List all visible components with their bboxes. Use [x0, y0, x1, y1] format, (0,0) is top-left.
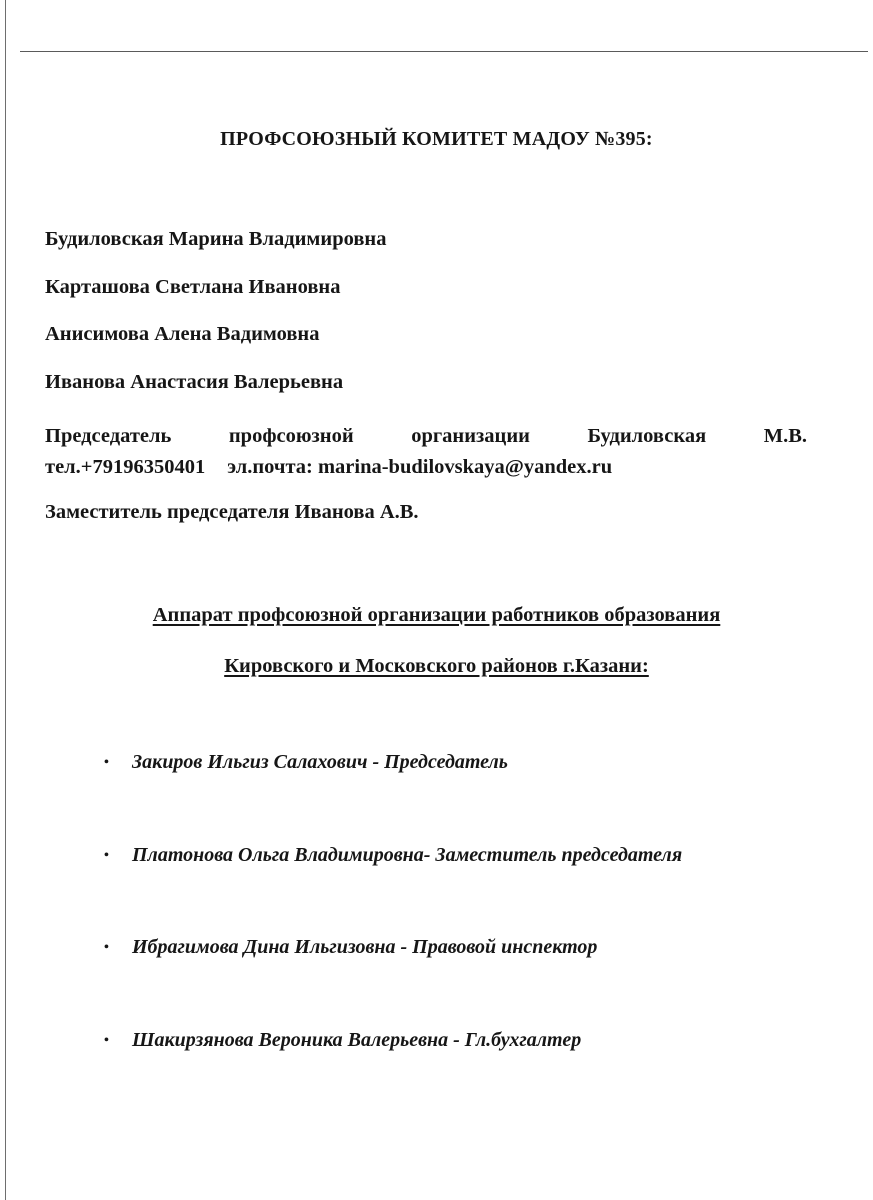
staff-text: Ибрагимова Дина Ильгизовна - Правовой инспектор [132, 936, 598, 958]
committee-member-4: Иванова Анастасия Валерьевна [45, 371, 344, 393]
committee-member-3: Анисимова Алена Вадимовна [45, 323, 320, 345]
staff-item [104, 936, 597, 959]
chair-phone: тел.+79196350401 [45, 456, 206, 478]
chair-line: Председатель профсоюзной организации Будиловская М.В. [45, 425, 807, 447]
committee-member-2: Карташова Светлана Ивановна [45, 276, 341, 298]
staff-text: Шакирзянова Вероника Валерьевна - Гл.бухгалтер [132, 1029, 582, 1051]
chair-contacts [45, 452, 807, 483]
bullet-icon: • [104, 940, 109, 955]
deputy-chair: Заместитель председателя Иванова А.В. [45, 501, 419, 523]
staff-text: Платонова Ольга Владимировна- Заместитель председателя [132, 844, 683, 866]
staff-item [104, 751, 508, 774]
bullet-icon: • [104, 848, 109, 863]
document-title: ПРОФСОЮЗНЫЙ КОМИТЕТ МАДОУ №395: [220, 128, 653, 150]
bullet-icon: • [104, 755, 109, 770]
chair-email: эл.почта: marina-budilovskaya@yandex.ru [227, 456, 613, 478]
chair-block [45, 421, 807, 483]
apparatus-heading-line2: Кировского и Московского районов г.Казани: [224, 655, 649, 677]
scan-top-rule [20, 51, 868, 52]
bullet-icon: • [104, 1033, 109, 1048]
staff-item [104, 844, 682, 867]
staff-item [104, 1029, 581, 1052]
staff-text: Закиров Ильгиз Салахович - Председатель [132, 751, 508, 773]
apparatus-heading-line1: Аппарат профсоюзной организации работников образования [152, 604, 721, 626]
scan-left-edge [5, 0, 6, 1200]
committee-member-1: Будиловская Марина Владимировна [45, 228, 387, 250]
